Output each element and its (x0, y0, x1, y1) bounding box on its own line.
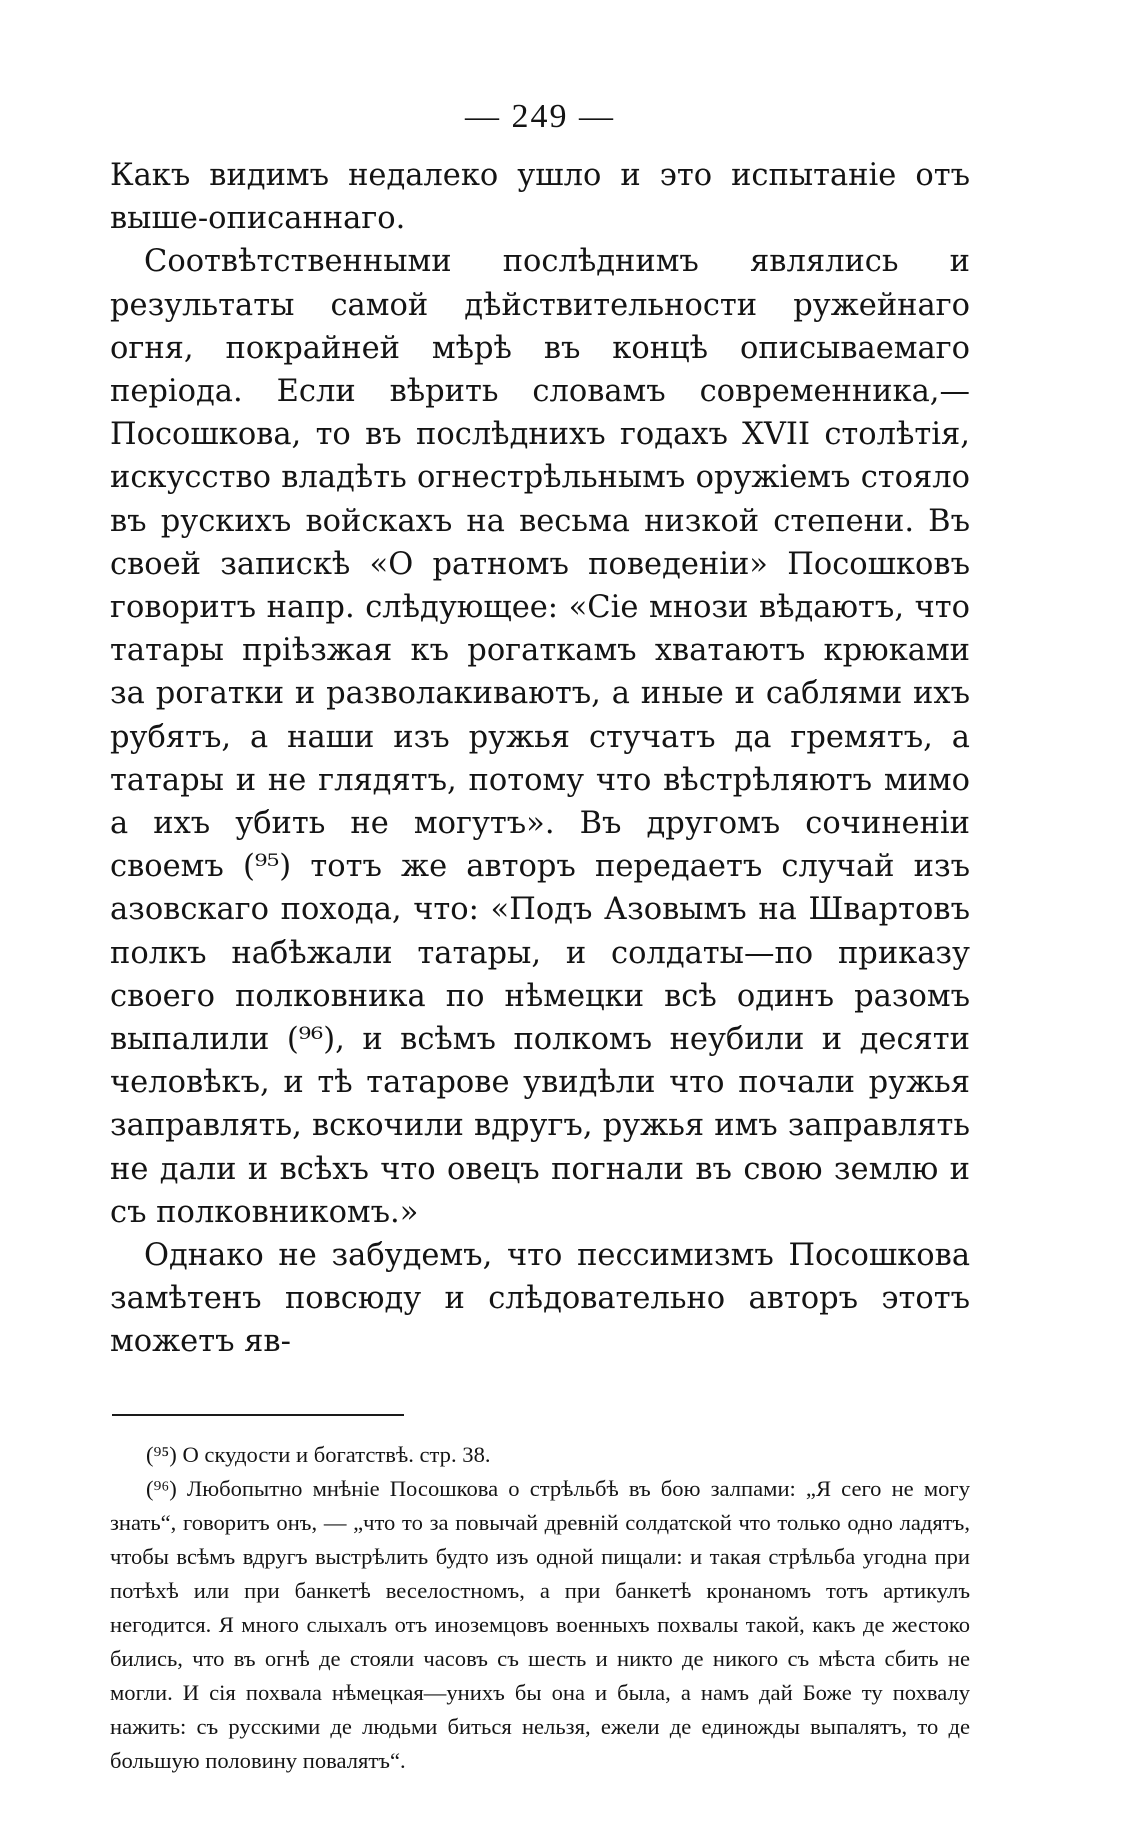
paragraph: Однако не забудемъ, что пессимизмъ Посошкова замѣтенъ повсюду и слѣдовательно авторъ этотъ можетъ яв- (110, 1238, 970, 1360)
main-text (110, 154, 970, 1364)
footnote (110, 1472, 970, 1778)
footnote-marker: (⁹⁵) (146, 1441, 177, 1467)
page-number: — 249 — (465, 98, 615, 135)
footnote-separator (112, 1414, 404, 1416)
footnotes (110, 1438, 970, 1778)
paragraph: Какъ видимъ недалеко ушло и это испытаніе отъ выше-описаннаго. (110, 158, 970, 237)
book-page (110, 98, 970, 1778)
footnote (110, 1438, 970, 1472)
footnote-marker: (⁹⁶) (146, 1475, 177, 1501)
paragraph: Соотвѣтственными послѣднимъ являлись и результаты самой дѣйствительности ружейнаго огня, покрайней мѣрѣ въ концѣ описываемаго періода. Если вѣрить словамъ современника,—Посошкова, то въ послѣднихъ годахъ XVII столѣтія, искусство владѣть огнестрѣльнымъ оружіемъ стояло въ рускихъ войскахъ на весьма низкой степени. Въ своей запискѣ «О ратномъ поведеніи» Посошковъ говоритъ напр. слѣдующее: «Сіе мнози вѣдаютъ, что татары пріѣзжая къ рогаткамъ хватаютъ крюками за рогатки и разволакиваютъ, а иные и саблями ихъ рубятъ, а наши изъ ружья стучатъ да гремятъ, а татары и не глядятъ, потому что вѣстрѣляютъ мимо а ихъ убить не могутъ». Въ другомъ сочиненіи своемъ (⁹⁵) тотъ же авторъ передаетъ случай изъ азовскаго похода, что: «Подъ Азовымъ на Швартовъ полкъ набѣжали татары, и солдаты—по приказу своего полковника по нѣмецки всѣ одинъ разомъ выпалили (⁹⁶), и всѣмъ полкомъ неубили и десяти человѣкъ, и тѣ татарове увидѣли что почали ружья заправлять, вскочили вдругъ, ружья имъ заправлять не дали и всѣхъ что овецъ погнали въ свою землю и съ полковникомъ.» (110, 244, 970, 1230)
footnote-text: О скудости и богатствѣ. стр. 38. (176, 1441, 491, 1467)
footnote-text: Любопытно мнѣніе Посошкова о стрѣльбѣ въ бою залпами: „Я сего не могу знать“, говоритъ онъ, — „что то за повычай древній солдатской что только одно ладятъ, чтобы всѣмъ вдругъ выстрѣлить будто изъ одной пищали: и такая стрѣльба угодна при потѣхѣ или при банкетѣ веселостномъ, а при банкетѣ кронаномъ тотъ артикулъ негодится. Я много слыхалъ отъ иноземцовъ военныхъ похвалы такой, какъ де жестоко бились, что въ огнѣ де стояли часовъ съ шесть и никто де никого съ мѣста сбить не могли. И сія похвала нѣмецкая—униxъ бы она и была, а намъ дай Боже ту похвалу нажить: съ русскими де людьми биться нельзя, ежели де единожды выпалятъ, то де большую половину повалятъ“. (110, 1475, 970, 1773)
